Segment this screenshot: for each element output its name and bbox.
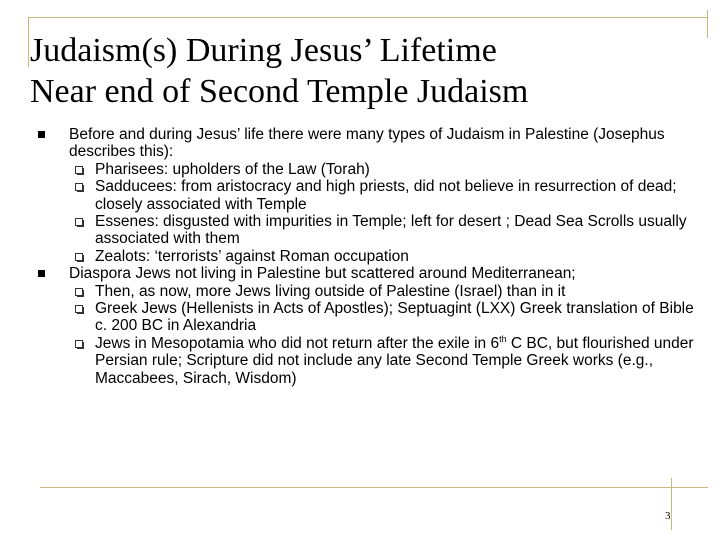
hollow-square-bullet-icon (75, 305, 83, 313)
sub-bullet-text: Sadducees: from aristocracy and high priests, did not believe in resurrection of dead; closely associated with Temple (95, 178, 677, 213)
square-bullet-icon (38, 270, 45, 277)
sub-bullet-zealots (69, 248, 710, 265)
slide-title (30, 30, 700, 112)
hollow-square-bullet-icon (75, 183, 83, 191)
sub-bullet-text: Zealots: ‘terrorists’ against Roman occupation (95, 247, 409, 265)
sub-bullet-outside-palestine (69, 283, 710, 300)
title-line-1: Judaism(s) During Jesus’ Lifetime (30, 32, 497, 69)
right-rule (707, 10, 708, 38)
bullet-text: Before and during Jesus’ life there were many types of Judaism in Palestine (Josephus describes this): (69, 126, 665, 161)
left-rule (28, 17, 29, 67)
hollow-square-bullet-icon (75, 218, 83, 226)
sub-bullet-text: Essenes: disgusted with impurities in Temple; left for desert ; Dead Sea Scrolls usually associated with them (95, 213, 687, 248)
hollow-square-bullet-icon (75, 166, 83, 174)
sub-bullet-text: Pharisees: upholders of the Law (Torah) (95, 160, 370, 178)
bullet-diaspora (38, 265, 710, 387)
ordinal-suffix: th (499, 333, 507, 344)
hollow-square-bullet-icon (75, 340, 83, 348)
hollow-square-bullet-icon (75, 253, 83, 261)
bullet-text: Diaspora Jews not living in Palestine but scattered around Mediterranean; (69, 265, 576, 283)
title-line-2: Near end of Second Temple Judaism (30, 73, 529, 110)
sub-bullet-text-before: Jews in Mesopotamia who did not return after the exile in 6 (95, 334, 500, 352)
sub-bullet-text-after: C BC, but flourished under Persian rule; Scripture did not include any late Second Temple Greek works (e.g., Maccabees, Sirach, Wisdom) (95, 334, 694, 387)
sub-bullet-sadducees (69, 178, 710, 213)
top-rule (28, 17, 708, 18)
bottom-rule (40, 487, 708, 488)
hollow-square-bullet-icon (75, 288, 83, 296)
sub-bullet-text: Greek Jews (Hellenists in Acts of Apostles); Septuagint (LXX) Greek translation of Bible c. 200 BC in Alexandria (95, 300, 694, 335)
square-bullet-icon (38, 131, 45, 138)
sub-bullet-mesopotamia (69, 335, 710, 387)
bullet-judaism-types (38, 126, 710, 265)
slide-content (38, 126, 710, 387)
sub-bullet-greek-jews (69, 300, 710, 335)
sub-bullet-text: Then, as now, more Jews living outside of Palestine (Israel) than in it (95, 282, 566, 300)
bottom-vertical-rule (671, 478, 672, 530)
page-number: 3 (665, 510, 671, 522)
sub-bullet-essenes (69, 213, 710, 248)
sub-bullet-pharisees (69, 161, 710, 178)
